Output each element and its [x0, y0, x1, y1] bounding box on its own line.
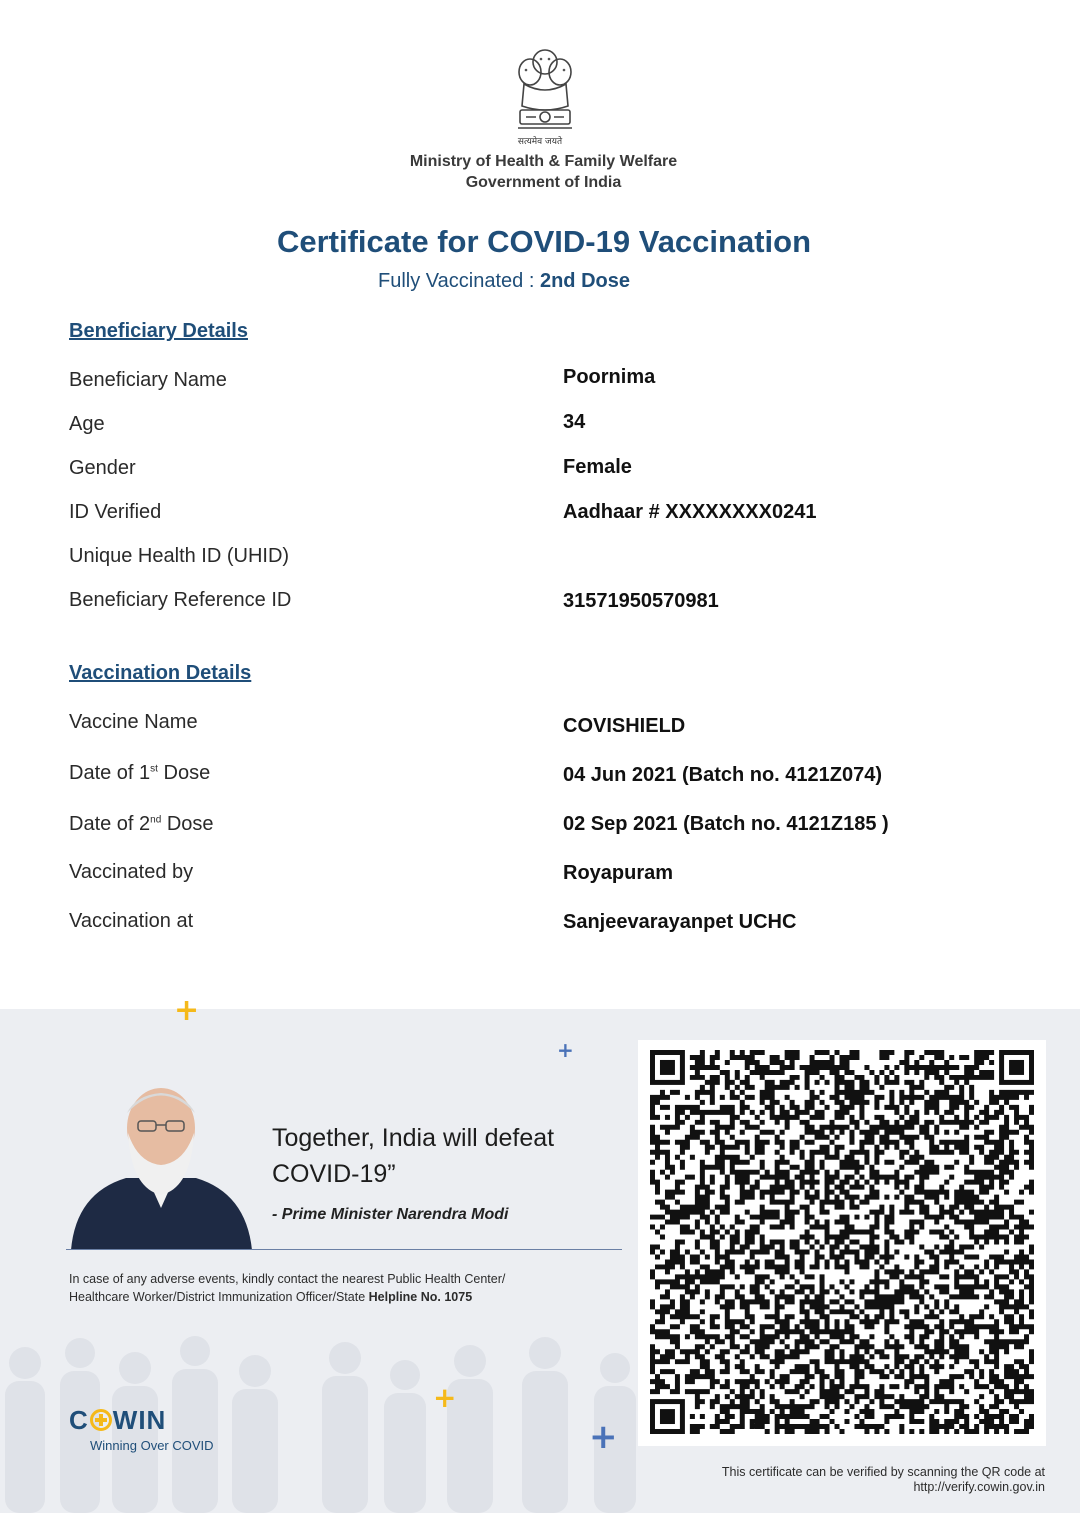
helpline-number: Helpline No. 1075 — [368, 1290, 473, 1304]
second-dose-label-text: Date of 2 — [69, 813, 151, 835]
id-verified-label: ID Verified — [69, 501, 162, 523]
first-dose-label — [69, 762, 210, 785]
vaccine-name-value: COVISHIELD — [563, 715, 686, 737]
verification-text: This certificate can be verified by scanning the QR code at — [721, 1465, 1045, 1479]
qr-finder-pattern — [1002, 1052, 1032, 1082]
vaccination-at-value: Sanjeevarayanpet UCHC — [563, 911, 797, 933]
beneficiary-name-value: Poornima — [563, 366, 656, 388]
blue-plus-icon: + — [589, 1417, 618, 1457]
emblem-motto: सत्यमेव जयते — [517, 137, 563, 147]
qr-finder-pattern — [652, 1402, 682, 1432]
age-label: Age — [69, 413, 105, 435]
status-label: Fully Vaccinated : — [378, 270, 540, 292]
second-dose-value: 02 Sep 2021 (Batch no. 4121Z185 ) — [563, 813, 889, 835]
yellow-plus-icon: + — [174, 993, 200, 1028]
qr-code-panel — [638, 1040, 1046, 1446]
cowin-plus-o-icon — [90, 1409, 112, 1431]
qr-modules — [650, 1050, 1034, 1434]
cowin-logo — [69, 1405, 166, 1436]
helpline-line — [69, 1288, 629, 1306]
second-dose-label-suffix: Dose — [161, 813, 214, 835]
cowin-logo-rest: WIN — [112, 1405, 167, 1435]
vaccinated-by-label: Vaccinated by — [69, 861, 194, 883]
second-dose-label — [69, 813, 214, 836]
pm-quote — [272, 1120, 554, 1192]
vaccination-details-heading: Vaccination Details — [69, 662, 252, 684]
quote-attribution: - Prime Minister Narendra Modi — [272, 1206, 509, 1223]
reference-id-value: 31571950570981 — [563, 590, 719, 612]
vaccination-at-label: Vaccination at — [69, 910, 194, 932]
yellow-plus-icon: + — [433, 1381, 457, 1414]
uhid-label: Unique Health ID (UHID) — [69, 545, 290, 567]
verification-url: http://verify.cowin.gov.in — [913, 1480, 1045, 1494]
reference-id-label: Beneficiary Reference ID — [69, 589, 292, 611]
qr-code-icon — [650, 1050, 1034, 1434]
first-dose-ordinal: st — [150, 763, 158, 775]
ministry-name — [0, 151, 1080, 193]
vaccine-name-label: Vaccine Name — [69, 711, 198, 733]
adverse-events-helpline — [69, 1270, 629, 1306]
quote-line: Together, India will defeat — [272, 1124, 555, 1152]
gender-value: Female — [563, 456, 632, 478]
beneficiary-name-label: Beneficiary Name — [69, 369, 227, 391]
first-dose-value: 04 Jun 2021 (Batch no. 4121Z074) — [563, 764, 883, 786]
quote-line: COVID-19” — [272, 1160, 396, 1188]
first-dose-label-suffix: Dose — [157, 762, 211, 784]
state-emblem-icon — [510, 44, 580, 144]
qr-finder-pattern — [652, 1052, 682, 1082]
id-verified-value: Aadhaar # XXXXXXXX0241 — [563, 501, 817, 523]
age-value: 34 — [563, 411, 586, 433]
verification-note — [722, 1465, 1045, 1495]
first-dose-label-text: Date of 1 — [69, 762, 151, 784]
government-line: Government of India — [465, 174, 622, 191]
helpline-text: Healthcare Worker/District Immunization Officer/State — [69, 1290, 369, 1304]
footer-divider — [66, 1249, 622, 1250]
status-value: 2nd Dose — [539, 270, 630, 292]
beneficiary-details-heading: Beneficiary Details — [69, 320, 248, 342]
prime-minister-portrait — [66, 1083, 256, 1250]
cowin-tagline: Winning Over COVID — [90, 1438, 214, 1453]
ministry-line: Ministry of Health & Family Welfare — [409, 153, 678, 170]
vaccination-status — [0, 270, 1008, 293]
helpline-line: In case of any adverse events, kindly contact the nearest Public Health Center/ — [69, 1272, 506, 1286]
cowin-logo-c: C — [69, 1405, 89, 1435]
certificate-title: Certificate for COVID-19 Vaccination — [276, 224, 812, 259]
gender-label: Gender — [69, 457, 136, 479]
blue-plus-icon: + — [557, 1038, 574, 1062]
second-dose-ordinal: nd — [150, 814, 162, 826]
vaccinated-by-value: Royapuram — [563, 862, 674, 884]
